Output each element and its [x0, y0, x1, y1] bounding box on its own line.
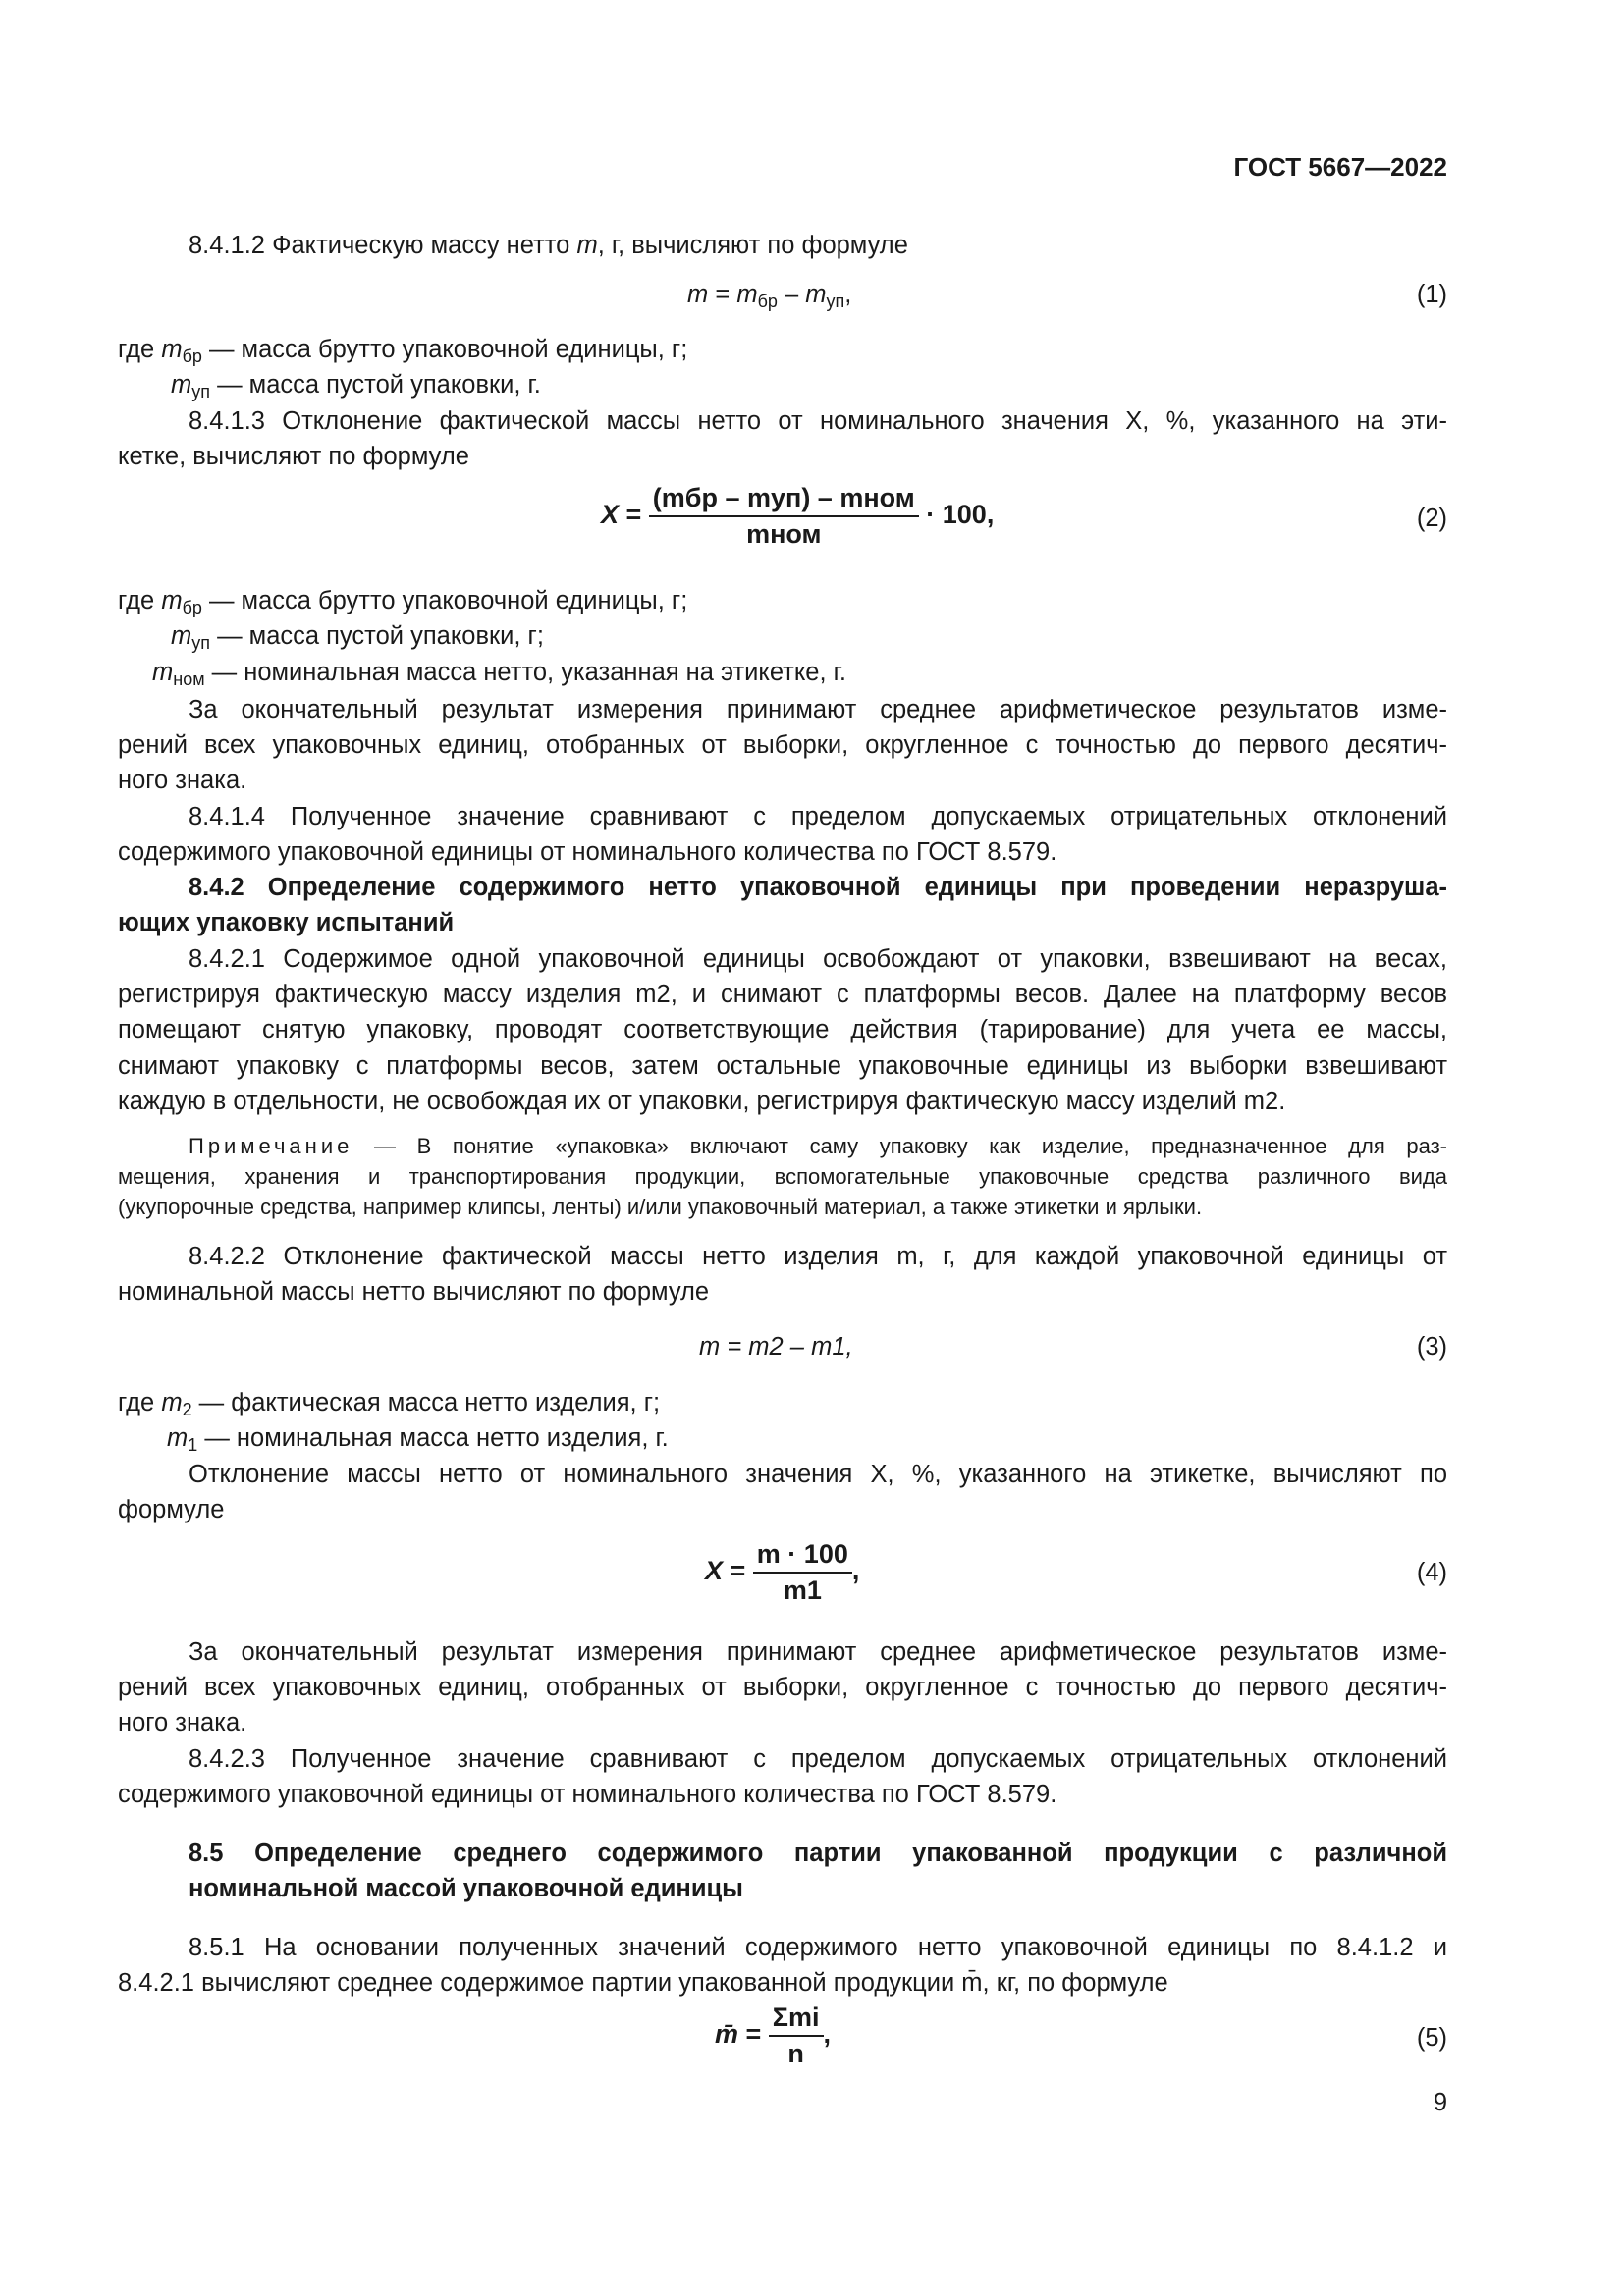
equation-1-number: (1)	[1416, 281, 1447, 308]
note-line-2: мещения, хранения и транспортирования продукции, вспомогательные упаковочные средства различного вида	[118, 1164, 1447, 1189]
equation-4-denominator: m1	[783, 1575, 822, 1605]
paragraph-8-4-1-2: 8.4.1.2 Фактическую массу нетто m, г, вычисляют по формуле	[189, 232, 908, 259]
where-1-line-2: $m_{уп}$ — масса пустой упаковки, г.	[171, 371, 541, 401]
equation-2-numerator: (mбр – mуп) – mном	[649, 483, 919, 517]
note-line-1: Примечание — В понятие «упаковка» включают саму упаковку как изделие, предназначенное для раз-	[189, 1134, 1447, 1158]
where-3-line-1: где $m_2$ — фактическая масса нетто изделия, г;	[118, 1389, 661, 1419]
paragraph-8-4-2-1-line-1: 8.4.2.1 Содержимое одной упаковочной единицы освобождают от упаковки, взвешивают на весах,	[189, 945, 1447, 973]
final-result-1-line-1: За окончательный результат измерения принимают среднее арифметическое результатов изме-	[189, 696, 1447, 723]
paragraph-8-4-2-1-line-2: регистрируя фактическую массу изделия m2, и снимают с платформы весов. Далее на платформу весов	[118, 981, 1447, 1008]
final-result-2-line-1: За окончательный результат измерения принимают среднее арифметическое результатов изме-	[189, 1638, 1447, 1666]
paragraph-8-4-2-3-line-2: содержимого упаковочной единицы от номинального количества по ГОСТ 8.579.	[118, 1781, 1057, 1808]
heading-8-5-line-2: номинальной массой упаковочной единицы	[189, 1875, 743, 1902]
equation-2-denominator: mном	[746, 519, 822, 549]
paragraph-8-4-2-1-line-3: помещают снятую упаковку, проводят соответствующие действия (тарирование) для учета ее массы,	[118, 1016, 1447, 1043]
page-number: 9	[1433, 2089, 1447, 2116]
equation-2: X = $\frac{\text{(mбр – mуп) – mном}}{\text{mном}}$ · 100,	[601, 483, 995, 549]
paragraph-8-4-1-4-line-1: 8.4.1.4 Полученное значение сравнивают с пределом допускаемых отрицательных отклонений	[189, 803, 1447, 830]
where-2-line-2: $m_{уп}$ — масса пустой упаковки, г;	[171, 622, 544, 653]
equation-2-number: (2)	[1416, 505, 1447, 532]
deviation-paragraph-line-1: Отклонение массы нетто от номинального значения X, %, указанного на этикетке, вычисляют по	[189, 1461, 1447, 1488]
equation-5: m̄ = $\frac{\text{Σmi}}{n}$ ,	[715, 2002, 832, 2068]
where-2-line-1: где $m_{бр}$ — масса брутто упаковочной единицы, г;	[118, 587, 688, 617]
where-3-line-2: $m_1$ — номинальная масса нетто изделия, г.	[167, 1424, 669, 1455]
paragraph-8-5-1-line-1: 8.5.1 На основании полученных значений содержимого нетто упаковочной единицы по 8.4.1.2 и	[189, 1934, 1447, 1961]
document-header: ГОСТ 5667—2022	[1233, 152, 1447, 182]
final-result-2-line-2: рений всех упаковочных единиц, отобранных от выборки, округленное с точностью до первого десятич-	[118, 1674, 1447, 1701]
note-label: Примечание	[189, 1134, 353, 1158]
paragraph-8-4-2-1-line-4: снимают упаковку с платформы весов, затем остальные упаковочные единицы из выборки взвешивают	[118, 1052, 1447, 1080]
equation-1: $m = m_{бр} - m_{уп}$,	[687, 281, 852, 311]
final-result-2-line-3: ного знака.	[118, 1709, 247, 1736]
paragraph-8-4-1-3-line-2: кетке, вычисляют по формуле	[118, 443, 469, 470]
paragraph-8-4-2-1-line-5: каждую в отдельности, не освобождая их от упаковки, регистрируя фактическую массу изделий m2.	[118, 1088, 1286, 1115]
equation-3: m = m2 – m1,	[699, 1333, 853, 1361]
where-2-line-3: $m_{ном}$ — номинальная масса нетто, указанная на этикетке, г.	[152, 659, 846, 689]
equation-3-number: (3)	[1416, 1333, 1447, 1361]
equation-4-numerator: m · 100	[753, 1539, 852, 1574]
paragraph-8-4-1-3-line-1: 8.4.1.3 Отклонение фактической массы нетто от номинального значения X, %, указанного на эти-	[189, 407, 1447, 435]
paragraph-8-4-1-4-line-2: содержимого упаковочной единицы от номинального количества по ГОСТ 8.579.	[118, 838, 1057, 866]
paragraph-8-4-2-3-line-1: 8.4.2.3 Полученное значение сравнивают с пределом допускаемых отрицательных отклонений	[189, 1745, 1447, 1773]
deviation-paragraph-line-2: формуле	[118, 1496, 225, 1523]
note-line-3: (укупорочные средства, например клипсы, ленты) и/или упаковочный материал, а также этикетки и ярлыки.	[118, 1195, 1203, 1219]
paragraph-8-4-2-2-line-1: 8.4.2.2 Отклонение фактической массы нетто изделия m, г, для каждой упаковочной единицы от	[189, 1243, 1447, 1270]
equation-4-number: (4)	[1416, 1559, 1447, 1586]
heading-8-5-line-1: 8.5 Определение среднего содержимого партии упакованной продукции с различной	[189, 1840, 1447, 1867]
final-result-1-line-3: ного знака.	[118, 767, 247, 794]
paragraph-8-4-2-2-line-2: номинальной массы нетто вычисляют по формуле	[118, 1278, 710, 1306]
equation-5-numerator: Σmi	[769, 2002, 824, 2037]
heading-8-4-2-line-2: ющих упаковку испытаний	[118, 909, 455, 936]
final-result-1-line-2: рений всех упаковочных единиц, отобранных от выборки, округленное с точностью до первого десятич-	[118, 731, 1447, 759]
paragraph-8-5-1-line-2: 8.4.2.1 вычисляют среднее содержимое партии упакованной продукции m̄, кг, по формуле	[118, 1969, 1168, 1997]
heading-8-4-2-line-1: 8.4.2 Определение содержимого нетто упаковочной единицы при проведении неразруша-	[189, 874, 1447, 901]
equation-5-number: (5)	[1416, 2024, 1447, 2052]
equation-4: X = $\frac{m \cdot 100}{m1}$ ,	[705, 1539, 860, 1605]
where-1-line-1: где $m_{бр}$ — масса брутто упаковочной единицы, г;	[118, 336, 688, 366]
equation-5-denominator: n	[787, 2039, 804, 2068]
